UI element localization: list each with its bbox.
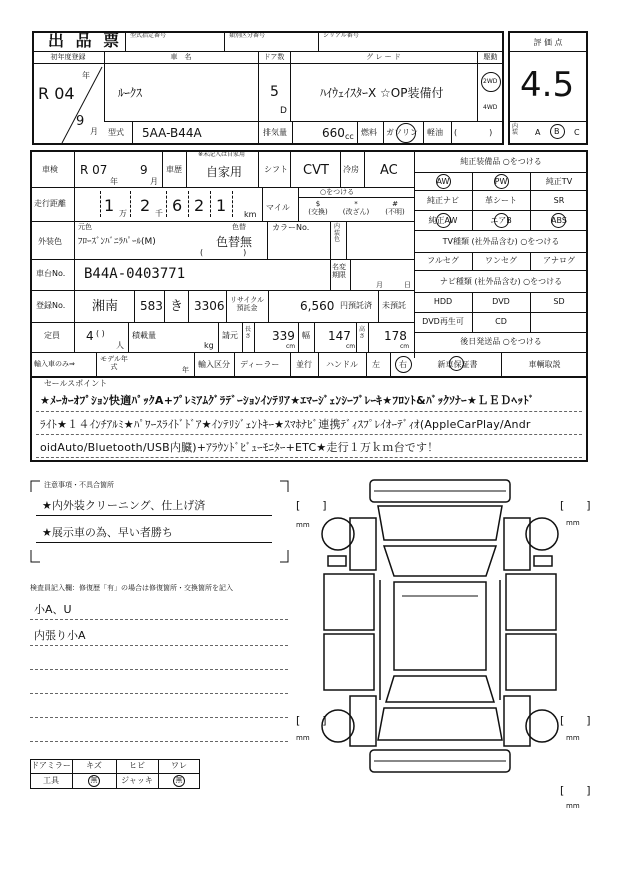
import-dealer: ディーラー [240, 360, 280, 369]
form-title: 出 品 票 [48, 31, 123, 50]
first-reg-era: R 04 [38, 84, 75, 103]
legend-tools: 工具 [43, 776, 59, 785]
grade-label: グ レ ー ド [366, 53, 401, 61]
after-header: 後日発送品 ○をつける [460, 337, 542, 346]
width-value: 147 [328, 329, 351, 343]
mileage-km: km [244, 210, 257, 219]
legend-jack: ジャッキ [121, 776, 153, 785]
legend-break: ワレ [171, 761, 187, 770]
bracket-bottom-right: [ ] [560, 784, 591, 797]
shift-label: シフト [264, 165, 288, 174]
height-label: 高さ [359, 326, 366, 341]
registration-label: 登録No. [36, 301, 66, 310]
grade-value: ﾊｲｳｪｲｽﾀｰX ☆OP装備付 [320, 86, 444, 100]
registration-kana: き [170, 299, 184, 314]
first-reg-month-unit: 月 [90, 127, 98, 136]
import-div-label: 輸入区分 [198, 360, 230, 369]
nav-dvd: DVD [492, 297, 510, 306]
fuel-gasoline-circle [396, 123, 416, 143]
inspector-line-1: 小A、U [34, 603, 72, 616]
score-label: 評 価 点 [533, 38, 563, 47]
nav-cd: CD [495, 317, 507, 326]
first-reg-label: 初年度登録 [50, 53, 86, 61]
shaken-label: 車検 [42, 165, 58, 174]
drive-label: 駆動 [483, 53, 498, 61]
legend-scratch: キズ [86, 761, 102, 770]
notes-line-1: ★内外装クリーニング、仕上げ済 [42, 499, 206, 512]
bracket-rear-right: [ ] [560, 714, 591, 727]
tv-analog: アナログ [543, 256, 575, 265]
equip-aw-circle [436, 174, 451, 189]
chassis-value: B44A-0403771 [84, 266, 186, 282]
mileage-label: 走行距離 [34, 199, 66, 208]
recycle-unpaid: 未預託 [382, 301, 406, 310]
load-label: 積載量 [132, 331, 156, 340]
req-label: 請元 [222, 331, 238, 340]
displacement-label: 排気量 [263, 128, 287, 137]
legend-door-mirror: ドアミラー [31, 761, 71, 770]
inspector-line-2: 内張り小A [34, 629, 86, 642]
equip-airbag-circle [494, 213, 509, 228]
notes-frame [30, 480, 290, 564]
history-label: 車歴 [166, 165, 182, 174]
shaken-era: R 07 [80, 163, 108, 177]
sales-line-2: ﾗｲﾄ★１４ｲﾝﾁｱﾙﾐ★ﾊﾟﾜｰｽﾗｲﾄﾞﾄﾞｱ★ｲﾝﾃﾘｼﾞｪﾝﾄｷｰ★ｽﾏﾎﾅﾋﾞ連携ﾃﾞｨｽﾌﾟﾚｲｵｰﾃﾞｨｵ(AppleCarPlay/Andr [40, 418, 531, 431]
cert-no-label: 型式指定番号 [130, 32, 167, 39]
cc-unit: cc [345, 132, 354, 141]
equip-abs: ABS [551, 216, 567, 225]
nav-header: ナビ種類 (社外品含む) ○をつける [439, 277, 563, 286]
mileage-altered: * (改ざん) [342, 200, 370, 217]
fuel-light-oil: 軽油 [427, 128, 443, 137]
length-label: 長さ [245, 326, 252, 341]
car-diagram [290, 470, 590, 800]
shaken-month-unit: 月 [150, 177, 158, 186]
height-value: 178 [384, 329, 407, 343]
equip-airbag: エアB [490, 216, 512, 225]
handle-right: 右 [399, 360, 407, 369]
equip-pw: PW [494, 177, 508, 186]
after-manual: 車輌取説 [528, 360, 561, 369]
orig-color-label: 元色 [78, 223, 92, 231]
interior-grade-b: B [554, 127, 560, 136]
notes-line-2: ★展示車の為、早い者勝ち [42, 526, 173, 539]
displacement-value: 660 [322, 126, 345, 140]
mm-bottom-right: mm [566, 802, 580, 810]
first-reg-year-unit: 年 [82, 71, 90, 80]
width-label: 幅 [302, 331, 310, 340]
doors-type: D [280, 106, 287, 116]
equip-header: 純正装備品 ○をつける [460, 157, 542, 166]
color-no-label: カラーNo. [272, 223, 310, 232]
registration-class: 583 [140, 299, 163, 313]
handle-left: 左 [372, 360, 380, 369]
length-value: 339 [272, 329, 295, 343]
mileage-mile: マイル [266, 203, 290, 212]
recycle-label: リサイクル預託金 [229, 296, 265, 313]
equip-aw: AW [436, 177, 450, 186]
notes-label: 注意事項・不具合箇所 [44, 481, 114, 489]
equip-oem-nav: 純正ナビ [427, 196, 459, 205]
doors-value: 5 [270, 84, 279, 100]
equip-oem-tv: 純正TV [545, 177, 573, 186]
inspector-label: 検査員記入欄：修復歴「有」の場合は修復箇所・交換箇所を記入 [30, 584, 233, 592]
interior-grade-c: C [574, 128, 580, 137]
legend-jack-none: 無 [175, 776, 183, 784]
import-only-label: 輸入車のみ⇒ [34, 360, 75, 368]
model-year-label: モデル年式 [100, 355, 128, 372]
first-reg-month: 9 [76, 114, 85, 129]
bracket-front-left: [ ] [296, 499, 327, 512]
registration-area: 湘南 [92, 299, 119, 314]
equip-leather: 革シート [485, 196, 517, 205]
recycle-value: 6,560 [300, 299, 335, 313]
capacity-unit: 人 [116, 341, 124, 350]
drive-2wd: 2WD [483, 78, 498, 85]
model-label: 型式 [108, 128, 124, 137]
after-warranty: 新車保証書 [437, 360, 478, 369]
shaken-month: 9 [140, 163, 148, 177]
exterior-color-label: 外装色 [38, 237, 62, 246]
capacity-value: 4 [86, 329, 94, 343]
mm-rear-right: mm [566, 734, 580, 742]
bracket-front-right: [ ] [560, 499, 591, 512]
class-no-label: 類別区分番号 [229, 32, 266, 39]
mileage-man: 万 [119, 209, 127, 218]
ac-label: 冷房 [343, 165, 359, 174]
interior-grade-a: A [535, 128, 541, 137]
use-value: 自家用 [206, 165, 243, 179]
mileage-sen: 千 [155, 209, 163, 218]
mileage-digit-4: 2 [194, 196, 205, 215]
score-value: 4.5 [520, 65, 575, 105]
nav-dvd-play: DVD再生可 [422, 317, 464, 326]
tv-oneseg: ワンセグ [485, 256, 517, 265]
sales-line-1: ★ﾒｰｶｰｵﾌﾟｼｮﾝ快適ﾊﾟｯｸA+ﾌﾟﾚﾐｱﾑｸﾞﾗﾃﾞｰｼｮﾝｲﾝﾃﾘｱ★ｴﾏｰｼﾞｪﾝｼｰﾌﾞﾚｰｷ★ﾌﾛﾝﾄ&ﾊﾞｯｸｿﾅｰ★ＬＥＤﾍｯﾄﾞ [40, 394, 535, 407]
interior-color-label: 内装色 [334, 223, 341, 244]
equip-pw-circle [494, 174, 509, 189]
interior-label: 内装 [512, 123, 519, 136]
mm-front-right: mm [566, 519, 580, 527]
mm-rear-left: mm [296, 734, 310, 742]
nav-sd: SD [553, 297, 565, 306]
color-change-label: 色替 [232, 223, 246, 231]
mileage-digit-2: 2 [140, 196, 151, 215]
mileage-digit-3: 6 [172, 196, 183, 215]
equip-sr: SR [553, 196, 565, 205]
capacity-label: 定員 [44, 331, 60, 340]
mm-front-left: mm [296, 521, 310, 529]
handle-label: ハンドル [326, 360, 358, 369]
shift-value: CVT [303, 163, 329, 178]
sales-line-3: oidAuto/Bluetooth/USB内臓)+ｱﾗｳﾝﾄﾞﾋﾞｭｰﾓﾆﾀｰ+ETC★走行１万ｋｍ台です！ [40, 441, 439, 454]
car-name: ﾙｰｸｽ [118, 86, 143, 100]
chassis-label: 車台No. [36, 269, 66, 278]
tv-fullseg: フルセグ [427, 256, 459, 265]
deadline-month: 月 [376, 281, 383, 289]
fuel-gasoline: ガソリン [386, 128, 418, 137]
width-cm: cm [346, 343, 356, 350]
load-kg: kg [204, 341, 214, 350]
equip-oem-aw-circle [436, 213, 451, 228]
deadline-label: 名変期限 [332, 263, 346, 279]
registration-number: 3306 [194, 299, 225, 313]
car-name-label: 車 名 [170, 53, 192, 61]
equip-oem-aw: 純正AW [428, 216, 458, 225]
mileage-unknown: # (不明) [385, 200, 405, 217]
fuel-other: ( ) [454, 128, 493, 137]
nav-hdd: HDD [433, 297, 453, 306]
mileage-digit-5: 1 [216, 196, 227, 215]
after-warranty-circle [449, 356, 464, 371]
height-cm: cm [400, 343, 410, 350]
mileage-digit-1: 1 [104, 196, 115, 215]
length-cm: cm [286, 343, 296, 350]
doors-label: ドア数 [263, 53, 285, 61]
model-value: 5AA-B44A [142, 126, 202, 140]
legend-crack: ヒビ [129, 761, 145, 770]
fuel-label: 燃料 [361, 128, 377, 137]
orig-color-value: ﾌﾛｰｽﾞﾝﾊﾞﾆﾗﾊﾟｰﾙ(M) [78, 237, 156, 247]
bracket-rear-left: [ ] [296, 714, 327, 727]
color-change-paren: ( ) [200, 248, 247, 257]
sales-label: セールスポイント [44, 379, 108, 388]
model-year-unit: 年 [182, 366, 189, 374]
serial-label: シリアル番号 [323, 32, 359, 39]
drive-4wd: 4WD [483, 104, 498, 111]
tv-header: TV種類 (社外品含む) ○をつける [442, 237, 560, 246]
use-note: ※未記入は自家用 [198, 151, 246, 158]
ac-value: AC [380, 163, 398, 178]
recycle-unit: 円預託済 [340, 301, 372, 310]
deadline-day: 日 [404, 281, 411, 289]
equip-abs-circle [551, 213, 566, 228]
legend-tools-none: 無 [90, 776, 98, 784]
mileage-circle-note: ○をつける [320, 188, 355, 196]
import-parallel: 並行 [296, 360, 312, 369]
shaken-year-unit: 年 [110, 177, 118, 186]
color-change-value: 色替無 [216, 235, 253, 249]
mileage-swap: $ (交換) [308, 200, 328, 217]
